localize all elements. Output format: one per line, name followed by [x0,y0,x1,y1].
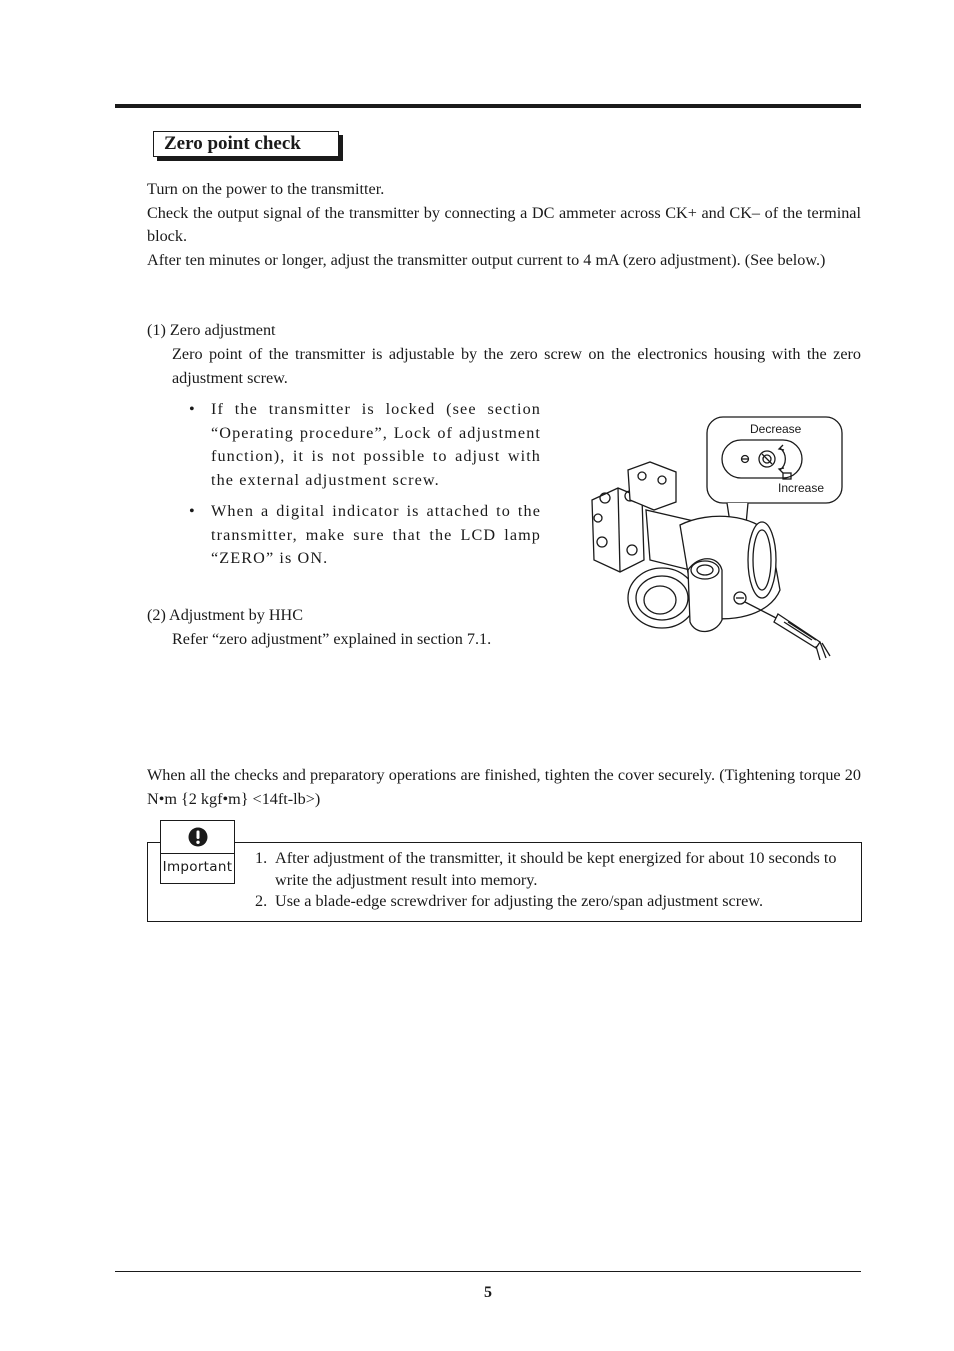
hhc-adjustment-text: Refer “zero adjustment” explained in section 7.1. [172,630,492,648]
flange-body [628,462,676,510]
intro-line-3: After ten minutes or longer, adjust the transmitter output current to 4 mA (zero adjustment). (See below.) [147,250,826,269]
section-heading-box [153,131,339,157]
intro-line-1: Turn on the power to the transmitter. [147,180,385,198]
conduit-port [688,559,722,632]
closing-paragraph: When all the checks and preparatory operations are finished, tighten the cover securely. (Tightening torque 20 N•m {2 kgf•m} <14ft-lb>) [147,766,861,808]
intro-line-2: Check the output signal of the transmitter by connecting a DC ammeter across CK+ and CK– of the terminal block. [147,203,861,245]
important-item-number: 1. [255,849,268,867]
bullet-symbol: • [189,400,195,418]
label-decrease: Decrease [750,422,802,436]
exclamation-icon [188,826,208,848]
front-cover [628,568,696,628]
tag-divider [161,853,234,854]
section-title: Zero point check [164,133,301,154]
important-tag-label: Important [162,859,233,875]
label-increase: Increase [778,481,825,495]
bottom-rule [115,1271,861,1272]
intro-paragraphs [147,178,861,272]
important-tag [160,820,235,884]
page-number: 5 [484,1284,492,1301]
important-item [255,848,855,891]
important-item-text: Use a blade-edge screwdriver for adjusting the zero/span adjustment screw. [275,892,763,910]
zero-adjustment-text: Zero point of the transmitter is adjustable by the zero screw on the electronics housing with the zero adjustment screw. [172,345,861,387]
bullet-item [189,398,541,492]
hhc-adjustment-heading: (2) Adjustment by HHC [147,606,304,624]
important-item-text: After adjustment of the transmitter, it should be kept energized for about 10 seconds to write the adjustment result into memory. [275,849,837,889]
zero-adjustment-bullets [189,398,541,579]
important-item-number: 2. [255,892,268,910]
zero-adjustment-heading: (1) Zero adjustment [147,321,276,339]
bullet-symbol: • [189,502,195,520]
important-list [255,848,855,913]
bullet-item [189,500,541,571]
transmitter-figure [580,410,850,665]
important-item [255,891,855,913]
bullet-text-indicator: When a digital indicator is attached to the transmitter, make sure that the LCD lamp “ZERO” is ON. [211,502,541,567]
top-rule [115,104,861,108]
bullet-text-locked: If the transmitter is locked (see section “Operating procedure”, Lock of adjustment function), it is not possible to adjust with the external adjustment screw. [211,400,541,489]
